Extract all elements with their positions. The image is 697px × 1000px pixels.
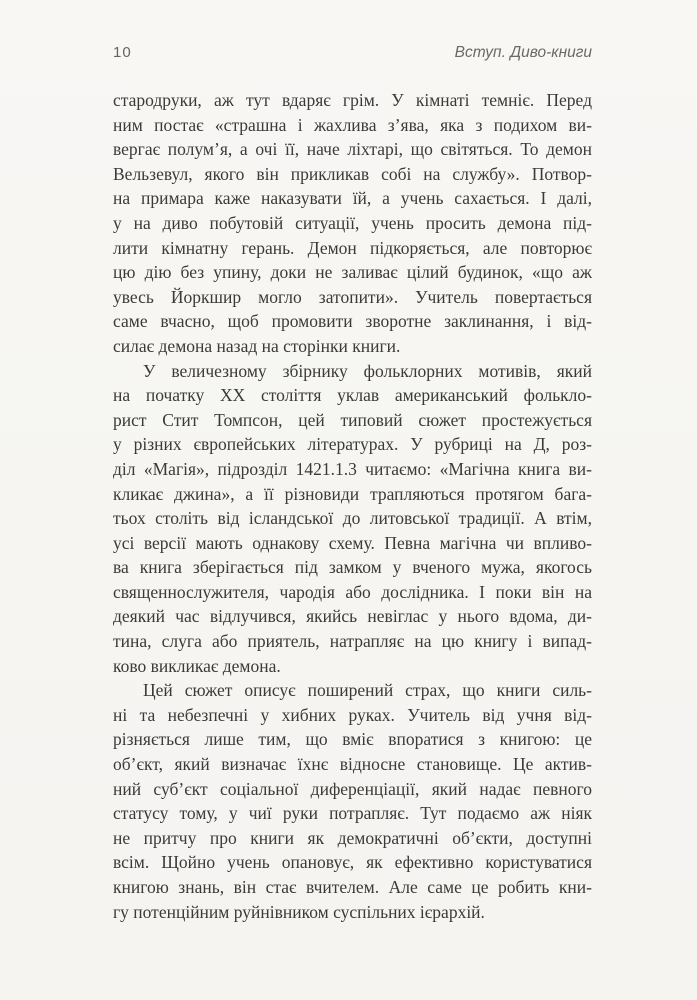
text-line: не притчу про книги як демократичні об’єкти, доступні	[113, 827, 592, 848]
text-line: лити кімнатну герань. Демон підкоряється, але повторює	[113, 237, 592, 258]
running-head	[113, 44, 592, 62]
text-line: всім. Щойно учень опановує, як ефективно користуватися	[113, 852, 592, 873]
body-text	[113, 88, 592, 924]
text-line: на початку XX століття уклав американський фолькло-	[113, 385, 592, 406]
text-line: У величезному збірнику фольклорних мотивів, який	[143, 360, 592, 381]
text-line: священнослужителя, чародія або дослідника. І поки він на	[113, 581, 592, 602]
text-line: ним постає «страшна і жахлива з’ява, яка з подихом ви-	[113, 114, 592, 135]
text-line: у на диво побутовій ситуації, учень просить демона під-	[113, 212, 592, 233]
text-line: статусу тому, у чиї руки потрапляє. Тут подаємо аж ніяк	[113, 803, 592, 824]
text-line: тьох століть від ісландської до литовської традиції. А втім,	[113, 508, 592, 529]
text-line: силає демона назад на сторінки книги.	[113, 335, 401, 356]
text-line: рист Стит Томпсон, цей типовий сюжет простежується	[113, 409, 592, 430]
text-line: вергає полум’я, а очі її, наче ліхтарі, що світяться. То демон	[113, 139, 592, 160]
text-line: книгою знань, він стає вчителем. Але саме це робить кни-	[113, 877, 592, 897]
text-line: ва книга зберігається під замком у вченого мужа, якогось	[113, 557, 592, 578]
text-line: ні та небезпечні у хибних руках. Учитель від учня від-	[113, 704, 592, 725]
text-line: усі версії мають однакову схему. Певна магічна чи впливо-	[113, 532, 592, 553]
text-line: різняється лише тим, що вміє впоратися з книгою: це	[113, 729, 592, 750]
text-line: ково викликає демона.	[113, 655, 281, 676]
text-line: саме вчасно, щоб промовити зворотне заклинання, і від-	[113, 311, 592, 332]
text-line: увесь Йоркшир могло затопити». Учитель повертається	[113, 286, 592, 307]
text-line: кликає джина», а її різновиди трапляються протягом бага-	[113, 483, 592, 504]
paragraph	[113, 88, 592, 359]
text-line: на примара каже наказувати їй, а учень сахається. І далі,	[113, 188, 592, 209]
text-line: деякий час відлучився, якийсь невіглас у нього вдома, ди-	[113, 606, 592, 627]
text-line: гу потенційним руйнівником суспільних ієрархій.	[113, 901, 485, 922]
page-number: 10	[113, 44, 132, 61]
text-line: стародруки, аж тут вдаряє грім. У кімнаті темніє. Перед	[113, 90, 592, 110]
running-header-title: Вступ. Диво-книги	[454, 44, 592, 61]
text-line: тина, слуга або приятель, натрапляє на цю книгу і випад-	[113, 631, 592, 652]
text-line: цю дію без упину, доки не заливає цілий будинок, «що аж	[113, 262, 592, 283]
paragraph	[113, 678, 592, 924]
paragraph	[113, 359, 592, 679]
text-line: у різних європейських літературах. У рубриці на Д, роз-	[113, 434, 592, 455]
text-line: діл «Магія», підрозділ 1421.1.3 читаємо: «Магічна книга ви-	[113, 458, 592, 479]
text-line: Вельзевул, якого він прикликав собі на службу». Потвор-	[113, 163, 592, 184]
text-line: об’єкт, який визначає їхнє відносне становище. Це актив-	[113, 754, 592, 775]
text-line: ний суб’єкт соціальної диференціації, який надає певного	[113, 778, 592, 799]
text-line: Цей сюжет описує поширений страх, що книги силь-	[143, 680, 592, 701]
